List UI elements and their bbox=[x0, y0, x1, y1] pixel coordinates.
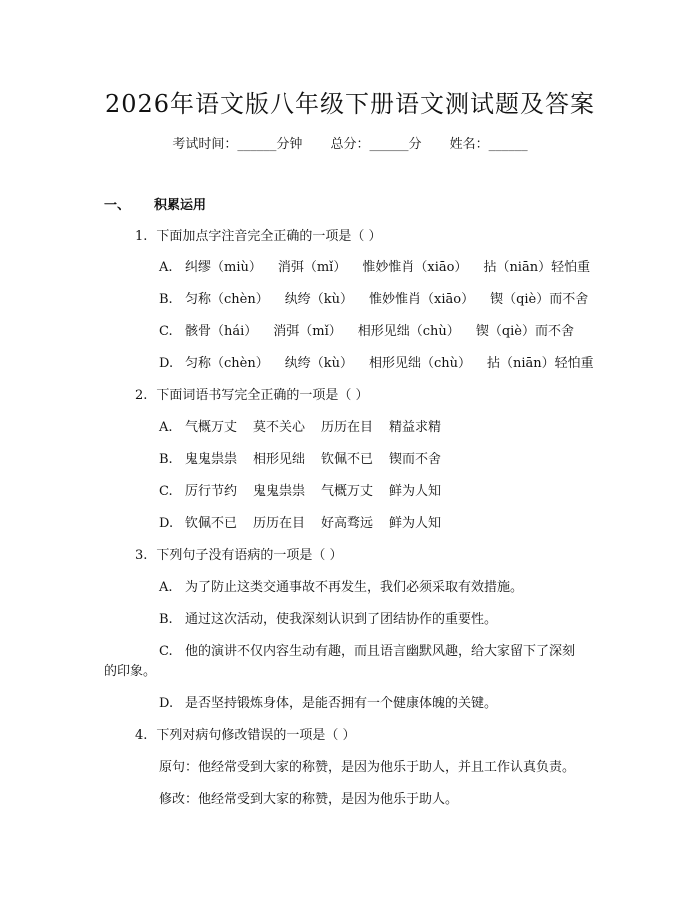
question-3 bbox=[135, 544, 343, 563]
option-item: 好高骛远 bbox=[321, 516, 374, 531]
option-letter: C. bbox=[159, 324, 173, 339]
exam-meta bbox=[0, 133, 700, 152]
q2-option-a bbox=[159, 416, 441, 435]
total-score: 总分：______分 bbox=[330, 137, 422, 152]
option-item: 惟妙惟肖（xiāo） bbox=[362, 260, 468, 275]
question-number: 3. bbox=[135, 548, 148, 563]
option-letter: D. bbox=[159, 516, 174, 531]
question-text: 下面词语书写完全正确的一项是（ ） bbox=[156, 388, 369, 403]
option-item: 气概万丈 bbox=[185, 420, 238, 435]
exam-time: 考试时间：______分钟 bbox=[172, 137, 303, 152]
q1-option-d bbox=[159, 352, 594, 371]
option-text: 通过这次活动，使我深刻认识到了团结协作的重要性。 bbox=[185, 612, 498, 627]
option-item: 厉行节约 bbox=[185, 484, 238, 499]
question-1 bbox=[135, 225, 382, 244]
q2-option-c bbox=[159, 480, 441, 499]
option-letter: C. bbox=[159, 484, 173, 499]
section-label: 积累运用 bbox=[154, 198, 207, 213]
option-text: 他的演讲不仅内容生动有趣，而且语言幽默风趣，给大家留下了深刻 bbox=[185, 644, 576, 659]
option-item: 历历在目 bbox=[253, 516, 306, 531]
option-letter: A. bbox=[159, 260, 173, 275]
option-item: 锲（qiè）而不舍 bbox=[475, 324, 574, 339]
option-letter: D. bbox=[159, 696, 174, 711]
option-item: 纨绔（kù） bbox=[284, 292, 353, 307]
option-letter: B. bbox=[159, 612, 173, 627]
q3-option-c bbox=[159, 640, 575, 659]
option-item: 锲而不舍 bbox=[389, 452, 442, 467]
option-item: 相形见绌 bbox=[253, 452, 306, 467]
option-item: 匀称（chèn） bbox=[185, 292, 269, 307]
section-number: 一、 bbox=[104, 198, 131, 213]
option-item: 钦佩不已 bbox=[185, 516, 238, 531]
option-letter: A. bbox=[159, 420, 173, 435]
question-number: 1. bbox=[135, 229, 148, 244]
option-item: 莫不关心 bbox=[253, 420, 306, 435]
q2-option-b bbox=[159, 448, 441, 467]
student-name: 姓名：______ bbox=[449, 137, 528, 152]
q2-option-d bbox=[159, 512, 441, 531]
original-sentence: 原句：他经常受到大家的称赞，是因为他乐于助人，并且工作认真负责。 bbox=[159, 760, 576, 775]
option-item: 消弭（mǐ） bbox=[277, 260, 347, 275]
option-item: 消弭（mǐ） bbox=[273, 324, 342, 339]
q1-option-b bbox=[159, 288, 588, 307]
option-item: 钦佩不已 bbox=[321, 452, 374, 467]
q3-option-b bbox=[159, 608, 497, 627]
q1-option-c bbox=[159, 320, 574, 339]
question-number: 4. bbox=[135, 728, 148, 743]
question-number: 2. bbox=[135, 388, 148, 403]
q3-option-a bbox=[159, 576, 523, 595]
option-item: 惟妙惟肖（xiāo） bbox=[369, 292, 475, 307]
option-item: 相形见绌（chù） bbox=[357, 324, 460, 339]
question-text: 下列句子没有语病的一项是（ ） bbox=[156, 548, 343, 563]
option-item: 鲜为人知 bbox=[389, 516, 442, 531]
question-2 bbox=[135, 384, 369, 403]
option-item: 历历在目 bbox=[321, 420, 374, 435]
option-item: 鬼鬼祟祟 bbox=[253, 484, 306, 499]
option-item: 相形见绌（chù） bbox=[369, 356, 472, 371]
question-4 bbox=[135, 724, 356, 743]
question-text: 下面加点字注音完全正确的一项是（ ） bbox=[156, 229, 382, 244]
option-item: 拈（niān）轻怕重 bbox=[483, 260, 591, 275]
option-item: 气概万丈 bbox=[321, 484, 374, 499]
option-item: 纠缪（miù） bbox=[185, 260, 262, 275]
option-item: 鬼鬼祟祟 bbox=[185, 452, 238, 467]
revised-sentence: 修改：他经常受到大家的称赞，是因为他乐于助人。 bbox=[159, 792, 459, 807]
option-item: 锲（qiè）而不舍 bbox=[490, 292, 589, 307]
question-text: 下列对病句修改错误的一项是（ ） bbox=[156, 728, 356, 743]
option-item: 纨绔（kù） bbox=[284, 356, 353, 371]
option-text: 为了防止这类交通事故不再发生，我们必须采取有效措施。 bbox=[185, 580, 524, 595]
option-item: 精益求精 bbox=[389, 420, 442, 435]
option-item: 拈（niān）轻怕重 bbox=[487, 356, 594, 371]
option-item: 匀称（chèn） bbox=[185, 356, 269, 371]
option-item: 鲜为人知 bbox=[389, 484, 442, 499]
option-text: 是否坚持锻炼身体，是能否拥有一个健康体魄的关键。 bbox=[185, 696, 498, 711]
option-letter: D. bbox=[159, 356, 174, 371]
option-letter: B. bbox=[159, 292, 173, 307]
q3-option-c-continued: 的印象。 bbox=[104, 664, 157, 679]
page-title: 2026年语文版八年级下册语文测试题及答案 bbox=[104, 90, 596, 118]
option-letter: C. bbox=[159, 644, 173, 659]
option-letter: B. bbox=[159, 452, 173, 467]
section-heading bbox=[104, 194, 206, 213]
q1-option-a bbox=[159, 256, 590, 275]
q3-option-d bbox=[159, 692, 497, 711]
option-letter: A. bbox=[159, 580, 173, 595]
option-item: 骸骨（hái） bbox=[185, 324, 258, 339]
